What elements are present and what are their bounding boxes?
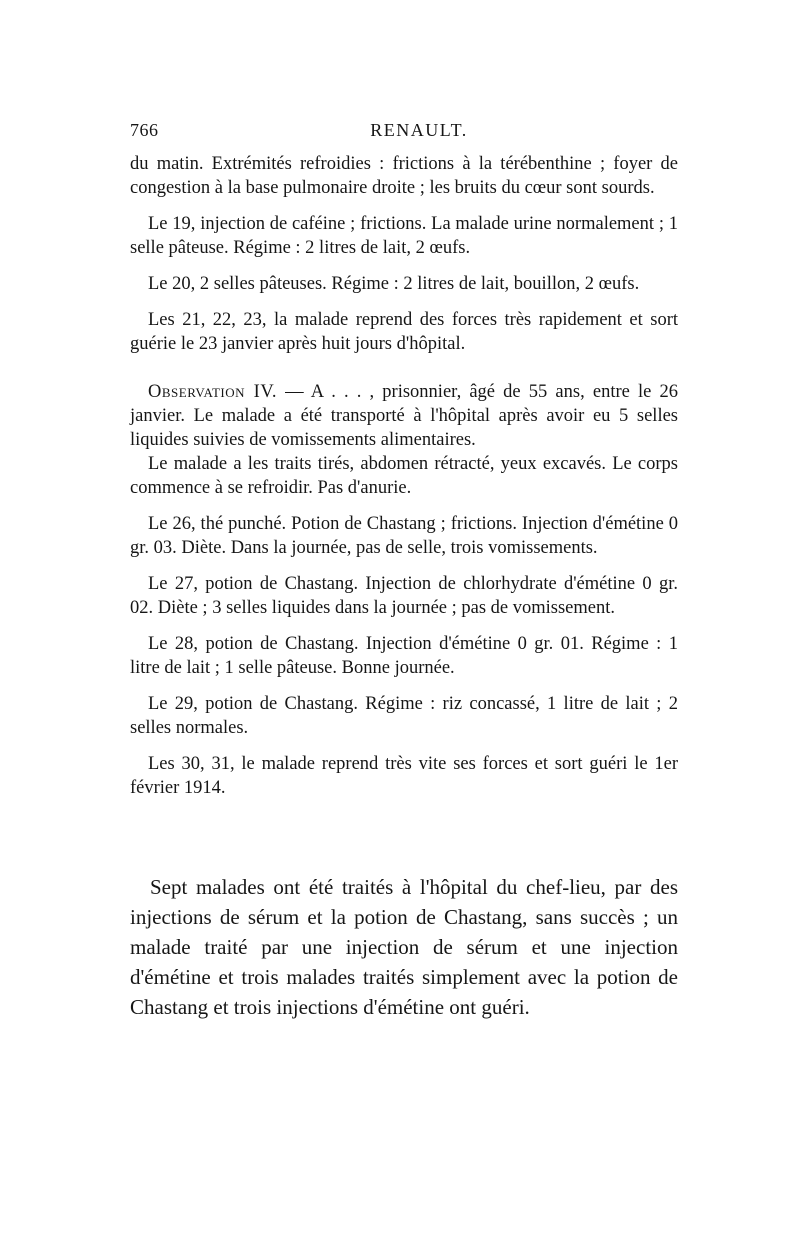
paragraph-symptoms: Le malade a les traits tirés, abdomen rétracté, yeux excavés. Le corps commence à se refroidir. Pas d'anurie. [130,454,678,498]
observation-text: — A . . . , prisonnier, âgé de 55 ans, entre le 26 janvier. Le malade a été transporté à l'hôpital après avoir eu 5 selles liquides suivies de vomissements alimentaires. [130,382,678,450]
paragraph-day-19: Le 19, injection de caféine ; frictions. La malade urine normalement ; 1 selle pâteuse. Régime : 2 litres de lait, 2 œufs. [130,214,678,258]
observation-paragraph [130,380,678,452]
paragraph-day-20: Le 20, 2 selles pâteuses. Régime : 2 litres de lait, bouillon, 2 œufs. [148,274,640,294]
observation-label: Observation IV. [148,382,277,402]
paragraph-day-26: Le 26, thé punché. Potion de Chastang ; frictions. Injection d'émétine 0 gr. 03. Diète. Dans la journée, pas de selle, trois vomissements. [130,514,678,558]
conclusion-paragraph: Sept malades ont été traités à l'hôpital du chef-lieu, par des injections de sérum et la potion de Chastang, sans succès ; un malade traité par une injection de sérum et une injection d'émétine et trois malades traités simplement avec la potion de Chastang et trois injections d'émétine ont guéri. [130,875,678,1019]
body-text [130,152,678,800]
paragraph-days-21-23: Les 21, 22, 23, la malade reprend des forces très rapidement et sort guérie le 23 janvier après huit jours d'hôpital. [130,310,678,354]
paragraph-continuation: du matin. Extrémités refroidies : frictions à la térébenthine ; foyer de congestion à la base pulmonaire droite ; les bruits du cœur sont sourds. [130,154,678,198]
paragraph-day-27: Le 27, potion de Chastang. Injection de chlorhydrate d'émétine 0 gr. 02. Diète ; 3 selles liquides dans la journée ; pas de vomissement. [130,574,678,618]
page-header [130,120,678,144]
running-head: RENAULT. [370,120,468,140]
paragraph-day-29: Le 29, potion de Chastang. Régime : riz concassé, 1 litre de lait ; 2 selles normales. [130,694,678,738]
page-number: 766 [130,120,159,140]
paragraph-days-30-31: Les 30, 31, le malade reprend très vite ses forces et sort guéri le 1er février 1914. [130,754,678,798]
conclusion-block [130,872,678,1022]
paragraph-day-28: Le 28, potion de Chastang. Injection d'émétine 0 gr. 01. Régime : 1 litre de lait ; 1 selle pâteuse. Bonne journée. [130,634,678,678]
